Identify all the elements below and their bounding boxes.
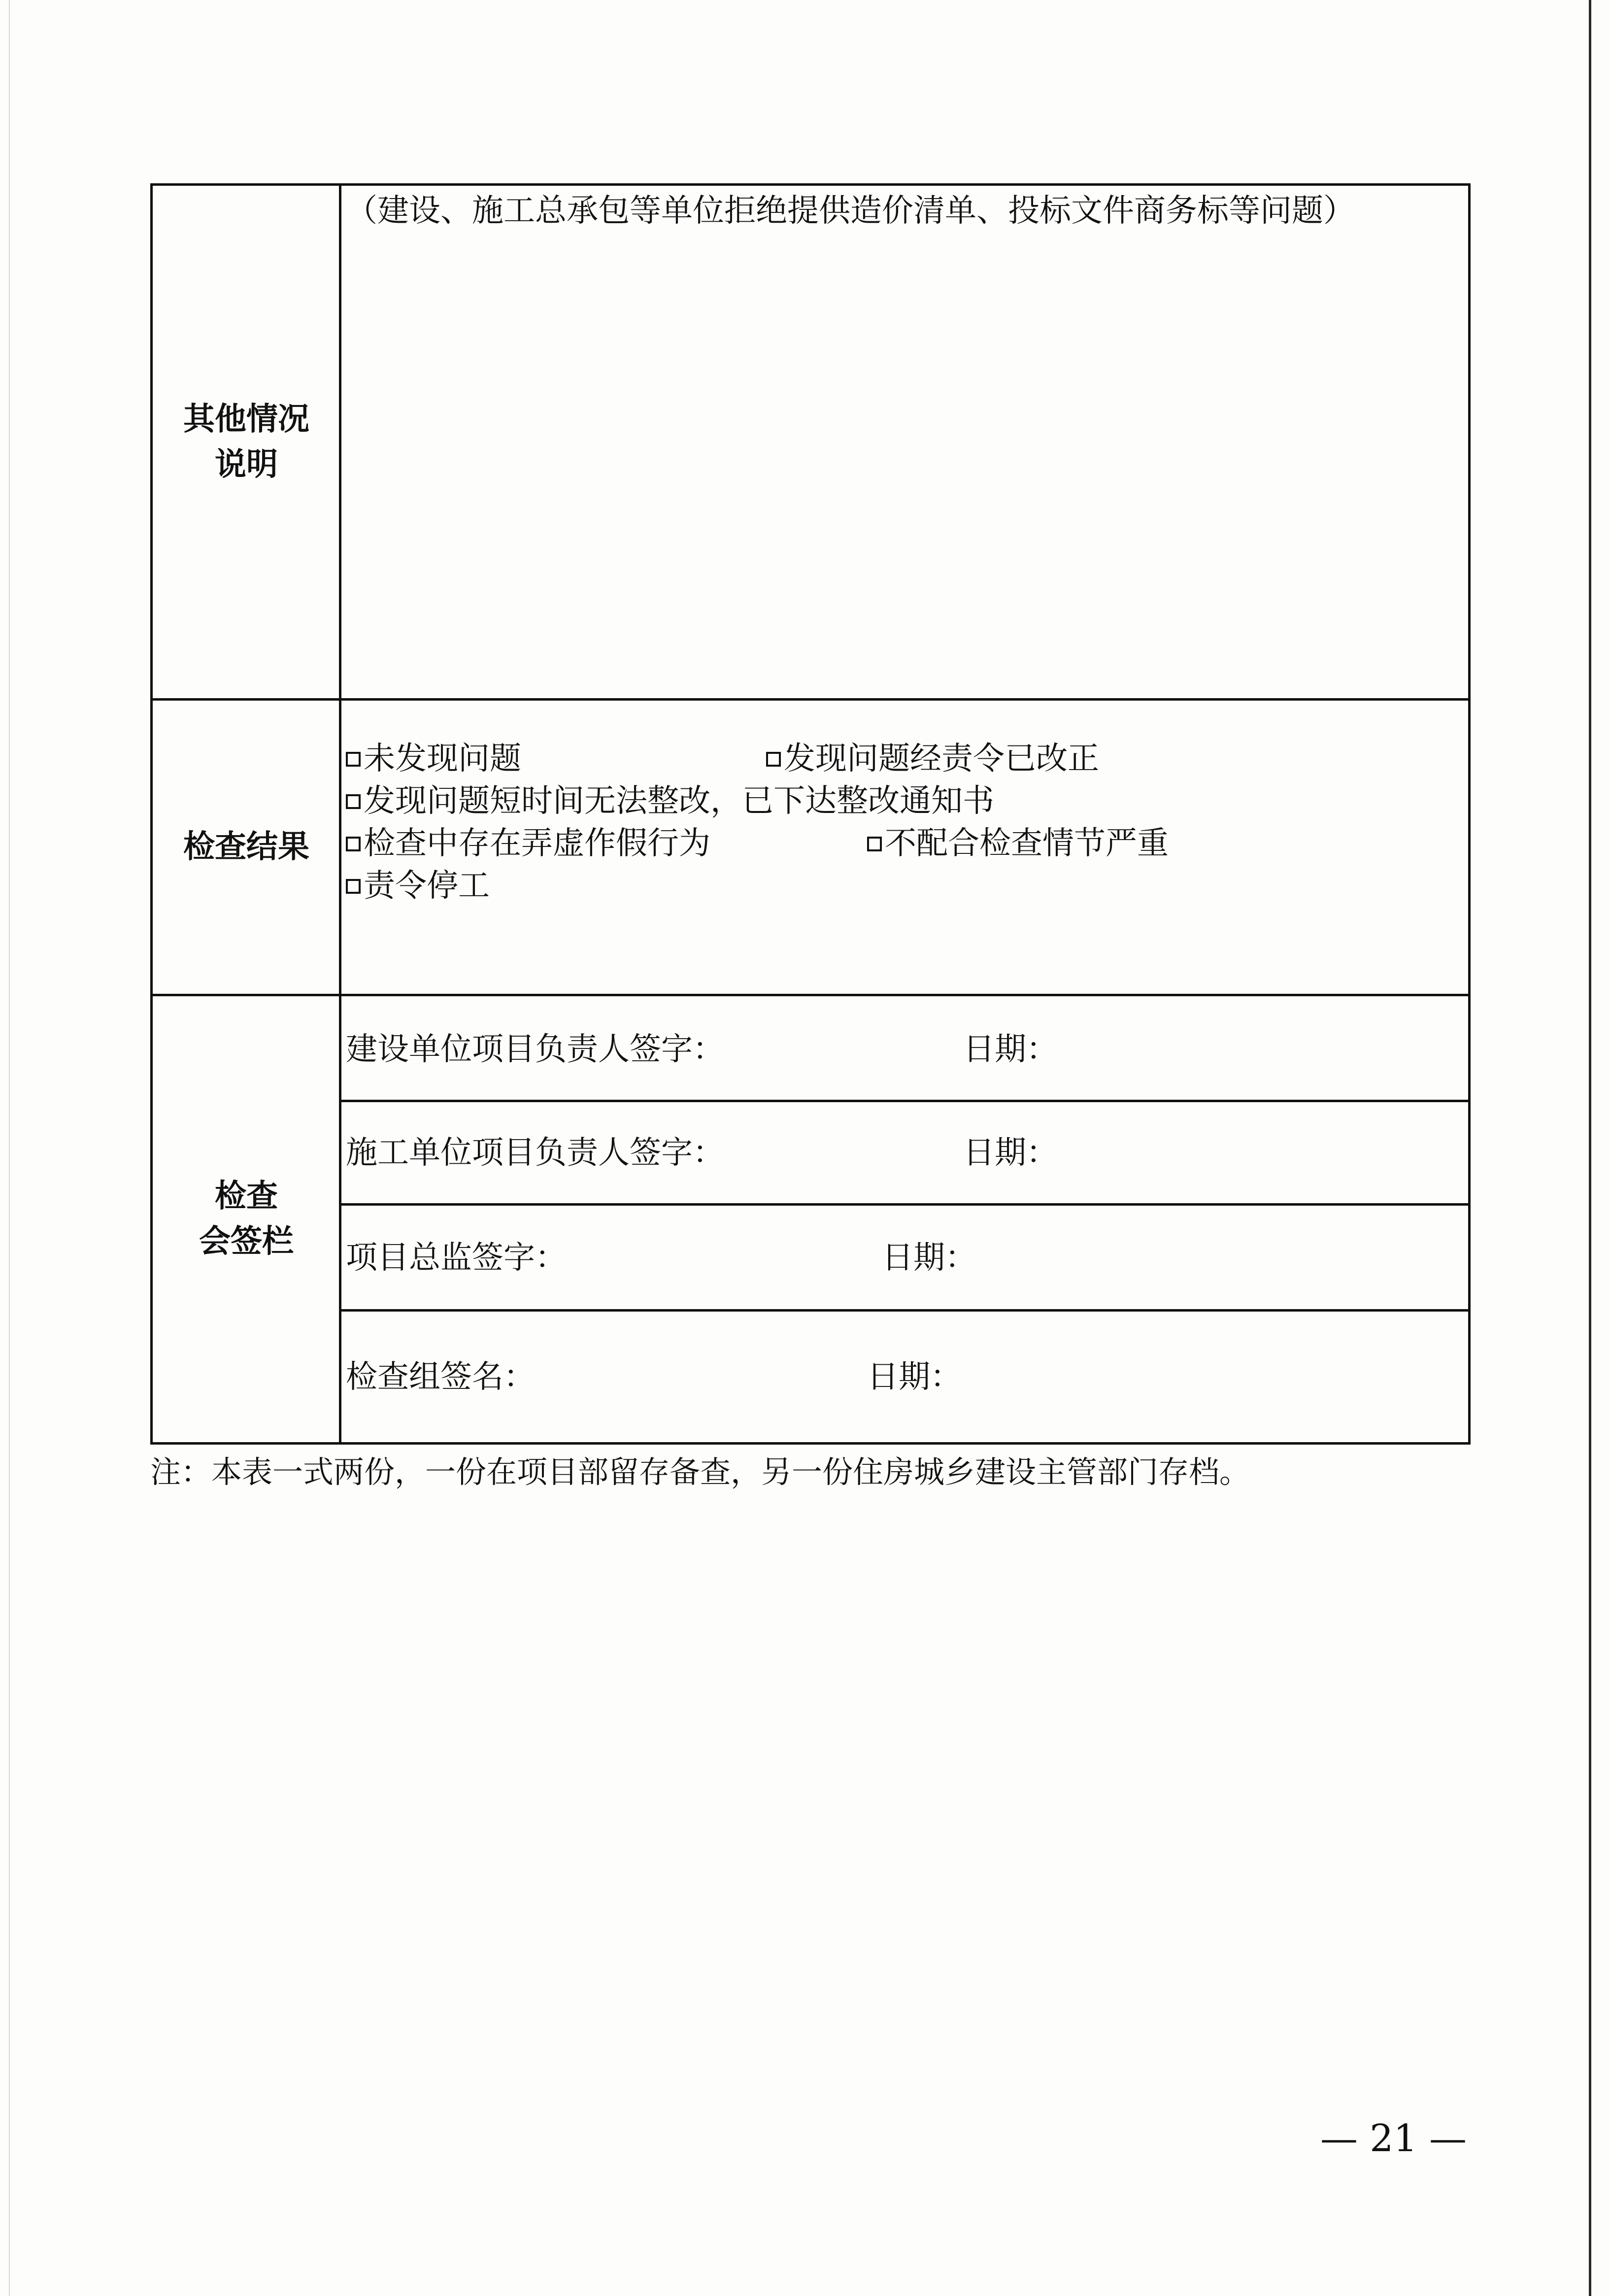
- signoff-divider-1: [340, 1100, 1468, 1102]
- other-situation-input-area[interactable]: [345, 240, 1463, 693]
- signoff-divider-3: [340, 1309, 1468, 1312]
- inspection-form-table: [150, 183, 1471, 1445]
- chief-supervisor-date-label: 日期：: [882, 1240, 976, 1276]
- signoff-row-contractor-unit[interactable]: [346, 1132, 724, 1174]
- checkbox-rectification-notice[interactable]: [346, 794, 361, 809]
- result-option-falsification[interactable]: [346, 822, 710, 865]
- construction-unit-sign-label: 建设单位项目负责人签字：: [346, 1031, 724, 1068]
- inspection-team-sign-label: 检查组签名：: [346, 1359, 535, 1395]
- checkbox-non-cooperation[interactable]: [867, 837, 882, 851]
- signoff-label-line2: 会签栏: [199, 1223, 294, 1260]
- chief-supervisor-sign-label: 项目总监签字：: [346, 1240, 567, 1276]
- result-option-corrected[interactable]: [766, 738, 1099, 780]
- other-situation-label-line2: 说明: [215, 446, 278, 483]
- signoff-label: [153, 1174, 340, 1264]
- contractor-unit-date-label: 日期：: [963, 1135, 1058, 1171]
- other-situation-label: [153, 397, 340, 487]
- checkbox-stop-work[interactable]: [346, 879, 361, 894]
- option-no-issue-label: 未发现问题: [364, 741, 521, 777]
- option-rectification-notice-label: 发现问题短时间无法整改，已下达整改通知书: [364, 783, 994, 819]
- signoff-divider-2: [340, 1203, 1468, 1206]
- other-situation-label-line1: 其他情况: [183, 401, 309, 438]
- binder-margin-line: [1589, 0, 1591, 2296]
- option-stop-work-label: 责令停工: [364, 868, 490, 904]
- option-corrected-label: 发现问题经责令已改正: [784, 741, 1099, 777]
- result-option-rectification-notice[interactable]: [346, 780, 994, 822]
- section-divider-1: [153, 698, 1468, 701]
- checkbox-falsification[interactable]: [346, 837, 361, 851]
- option-non-cooperation-label: 不配合检查情节严重: [885, 825, 1169, 862]
- signoff-row-inspection-team[interactable]: [346, 1356, 535, 1398]
- inspection-result-label: 检查结果: [183, 828, 309, 865]
- page-number: — 21 —: [1320, 2116, 1467, 2160]
- section-divider-2: [153, 994, 1468, 996]
- contractor-unit-sign-label: 施工单位项目负责人签字：: [346, 1135, 724, 1171]
- checkbox-no-issue[interactable]: [346, 752, 361, 767]
- signoff-label-line1: 检查: [215, 1178, 278, 1215]
- result-option-no-issue[interactable]: [346, 738, 521, 780]
- signoff-row-construction-unit[interactable]: [346, 1028, 724, 1071]
- footnote: 注：本表一式两份，一份在项目部留存备查，另一份住房城乡建设主管部门存档。: [150, 1454, 1250, 1490]
- page-left-edge: [9, 0, 10, 2296]
- other-situation-hint: （建设、施工总承包等单位拒绝提供造价清单、投标文件商务标等问题）: [346, 193, 1355, 229]
- construction-unit-date-label: 日期：: [963, 1031, 1058, 1068]
- result-option-stop-work[interactable]: [346, 865, 490, 907]
- signoff-row-chief-supervisor[interactable]: [346, 1237, 567, 1279]
- inspection-team-date-label: 日期：: [867, 1359, 962, 1395]
- checkbox-corrected[interactable]: [766, 752, 781, 767]
- result-option-non-cooperation[interactable]: [867, 822, 1169, 865]
- option-falsification-label: 检查中存在弄虚作假行为: [364, 825, 710, 862]
